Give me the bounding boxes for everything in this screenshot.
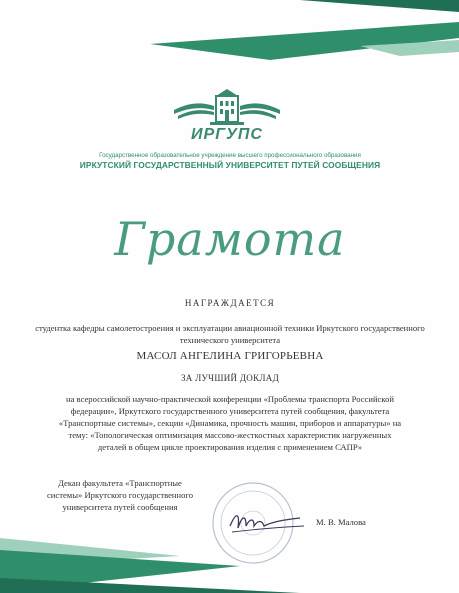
- signer-name: М. В. Малова: [316, 517, 366, 527]
- university-building-wings-icon: [172, 88, 282, 128]
- university-logo: [172, 88, 282, 150]
- award-details: на всероссийской научно-практической конференции «Проблемы транспорта Российской федерации», Иркутского государственного университета путей сообщения, факультета «Транспортные системы», секции «Динамика, прочность машин, приборов и аппаратуры» на тему: «Топологическая оптимизация массово-жесткостных характеристик нагруженных деталей в общем цикле проектирования изделия с применением САПР»: [58, 394, 402, 452]
- logo-text: ИРГУПС: [191, 126, 263, 143]
- recipient-name: МАСОЛ АНГЕЛИНА ГРИГОРЬЕВНА: [136, 350, 324, 362]
- certificate-title: Грамота: [114, 212, 346, 266]
- signatory-position: Декан факультета «Транспортные системы» Иркутского государственного университета путей сообщения: [46, 478, 194, 512]
- award-reason: ЗА ЛУЧШИЙ ДОКЛАД: [180, 373, 280, 383]
- university-name: ИРКУТСКИЙ ГОСУДАРСТВЕННЫЙ УНИВЕРСИТЕТ ПУТЕЙ СООБЩЕНИЯ: [79, 160, 381, 170]
- recipient-description: студентка кафедры самолетостроения и эксплуатации авиационной техники Иркутского государственного технического университета: [35, 323, 425, 345]
- award-heading: НАГРАЖДАЕТСЯ: [184, 298, 276, 308]
- round-seal-stamp-icon: [208, 476, 318, 571]
- ministry-line: Государственное образовательное учреждение высшего профессионального образования: [99, 152, 361, 159]
